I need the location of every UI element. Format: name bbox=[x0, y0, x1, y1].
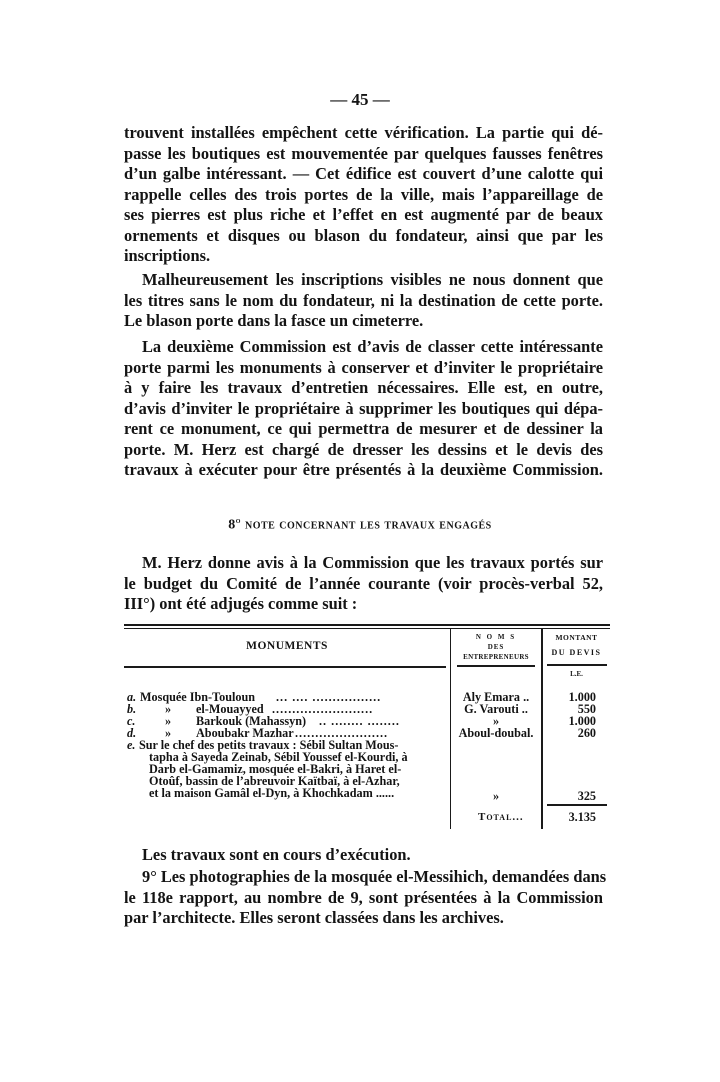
row-label: e. bbox=[127, 738, 136, 752]
table-top-rule bbox=[124, 624, 610, 626]
contractor-cell: Aly Emara .. bbox=[462, 690, 530, 704]
monument-name: el-Mouayyed bbox=[196, 702, 264, 716]
unit-label: L.E. bbox=[570, 670, 583, 678]
total-label: Total... bbox=[478, 811, 524, 823]
paragraph-inscriptions bbox=[124, 270, 603, 332]
section-title-text: note concernant les travaux engagés bbox=[244, 517, 492, 533]
text-line: rent ce monument, ce qui permettra de mesurer et de dessiner la bbox=[124, 419, 603, 438]
header-du-devis-text: DU DEVIS bbox=[551, 648, 602, 657]
row-e-line: Sur le chef des petits travaux : Sébil Sultan Mous- bbox=[139, 738, 399, 752]
header-rule bbox=[124, 666, 446, 668]
contractor-cell: Aboul-doubal. bbox=[458, 726, 534, 740]
leader-dots: ... .... ................. bbox=[276, 690, 382, 704]
contractor-cell: G. Varouti .. bbox=[464, 702, 528, 716]
text-line: d’avis d’inviter le propriétaire à supprimer les boutiques qui dépa- bbox=[124, 398, 603, 418]
text-line: porte parmi les monuments à conserver et d’inviter le propriétaire bbox=[124, 357, 603, 377]
ditto-mark: » bbox=[165, 702, 172, 716]
section8-intro bbox=[124, 553, 603, 615]
row-label: d. bbox=[127, 726, 137, 740]
text-line: le budget du Comité de l’année courante (voir procès-verbal 52, bbox=[124, 573, 603, 593]
text-line: Le blason porte dans la fasce un cimeterre. bbox=[124, 311, 424, 330]
row-label: c. bbox=[127, 714, 136, 728]
text-line: 9° Les photographies de la mosquée el-Messihich, demandées dans bbox=[142, 867, 607, 886]
text-line: ses pierres est plus riche et l’effet en est augmenté par de beaux bbox=[124, 205, 603, 224]
header-rule bbox=[457, 665, 535, 667]
header-monuments: MONUMENTS bbox=[246, 640, 328, 652]
header-line: DES bbox=[487, 643, 505, 651]
amount-cell: 550 bbox=[577, 702, 596, 716]
ditto-mark: » bbox=[165, 714, 172, 728]
text-line: III°) ont été adjugés comme suit : bbox=[124, 594, 358, 613]
contractor-cell: » bbox=[492, 789, 500, 803]
header-line: ENTREPRENEURS bbox=[463, 653, 529, 661]
table-top-rule-thin bbox=[124, 628, 610, 629]
amount-cell: 260 bbox=[577, 726, 596, 740]
text-line: à y faire les travaux d’entretien nécessaires. Elle est, en outre, bbox=[124, 378, 603, 397]
row-label: b. bbox=[127, 702, 137, 716]
leader-dots: ......................... bbox=[272, 702, 374, 716]
monument-name: Barkouk (Mahassyn) bbox=[196, 714, 307, 728]
text-line: rappelle celles des trois portes de la ville, mais l’appareillage de bbox=[124, 184, 603, 204]
row-label: a. bbox=[127, 690, 137, 704]
text-line: porte. M. Herz est chargé de dresser les dessins et le devis des bbox=[124, 439, 603, 459]
text-line: inscriptions. bbox=[124, 246, 211, 265]
header-entrepreneurs bbox=[452, 632, 540, 662]
text-line: les titres sans le nom du fondateur, ni la destination de cette porte. bbox=[124, 290, 603, 310]
row-e-line: et la maison Gamâl el-Dyn, à Khochkadam ...... bbox=[149, 786, 395, 800]
row-e-line: Otoûf, bassin de l’abreuvoir Kaïtbaï, à el-Azhar, bbox=[149, 774, 400, 788]
amount-cell: 1.000 bbox=[568, 690, 596, 704]
status-line: Les travaux sont en cours d’exécution. bbox=[142, 845, 411, 864]
text-line: par l’architecte. Elles seront classées dans les archives. bbox=[124, 908, 504, 927]
text-line: d’un galbe intéressant. — Cet édifice est couvert d’une calotte qui bbox=[124, 164, 603, 183]
ditto-mark: » bbox=[165, 726, 172, 740]
leader-dots: ....................... bbox=[295, 726, 389, 740]
sum-rule bbox=[547, 804, 607, 806]
section-number-sup: o bbox=[235, 515, 241, 525]
page-number: — 45 — bbox=[330, 90, 390, 109]
contractor-cell: » bbox=[492, 714, 500, 728]
item-9 bbox=[124, 867, 607, 929]
row-e-line: tapha à Sayeda Zeinab, Sébil Youssef el-Kourdi, à bbox=[149, 750, 408, 764]
paragraph-continuation bbox=[124, 123, 603, 267]
header-line: N O M S bbox=[475, 633, 517, 641]
text-line: passe les boutiques est mouvementée par quelques fausses fenêtres bbox=[124, 143, 603, 163]
total-amount: 3.135 bbox=[568, 810, 596, 824]
text-line: ornements et disques ou blason du fondateur, ainsi que par les bbox=[124, 225, 603, 245]
text-line: M. Herz donne avis à la Commission que les travaux portés sur bbox=[142, 553, 603, 572]
text-line: Malheureusement les inscriptions visibles ne nous donnent que bbox=[142, 270, 603, 289]
header-rule bbox=[547, 664, 607, 666]
monument-name: Mosquée Ibn-Touloun bbox=[140, 690, 256, 704]
text-line: travaux à exécuter pour être présentés à la deuxième Commission. bbox=[124, 460, 603, 479]
paragraph-commission bbox=[124, 337, 603, 481]
text-line: trouvent installées empêchent cette vérification. La partie qui dé- bbox=[124, 123, 603, 142]
header-montant: MONTANT bbox=[555, 633, 598, 642]
text-line: La deuxième Commission est d’avis de classer cette intéressante bbox=[142, 337, 603, 356]
amount-cell: 1.000 bbox=[568, 714, 596, 728]
column-divider bbox=[450, 629, 451, 829]
leader-dots: .. ........ ........ bbox=[319, 714, 400, 728]
section-number: 8 bbox=[228, 517, 236, 533]
amount-cell: 325 bbox=[577, 789, 596, 803]
row-e-line: Darb el-Gamamiz, mosquée el-Bakri, à Haret el- bbox=[149, 762, 402, 776]
text-line: le 118e rapport, au nombre de 9, sont présentées à la Commission bbox=[124, 887, 603, 907]
monument-name: Aboubakr Mazhar bbox=[196, 726, 294, 740]
section-heading bbox=[0, 515, 720, 534]
